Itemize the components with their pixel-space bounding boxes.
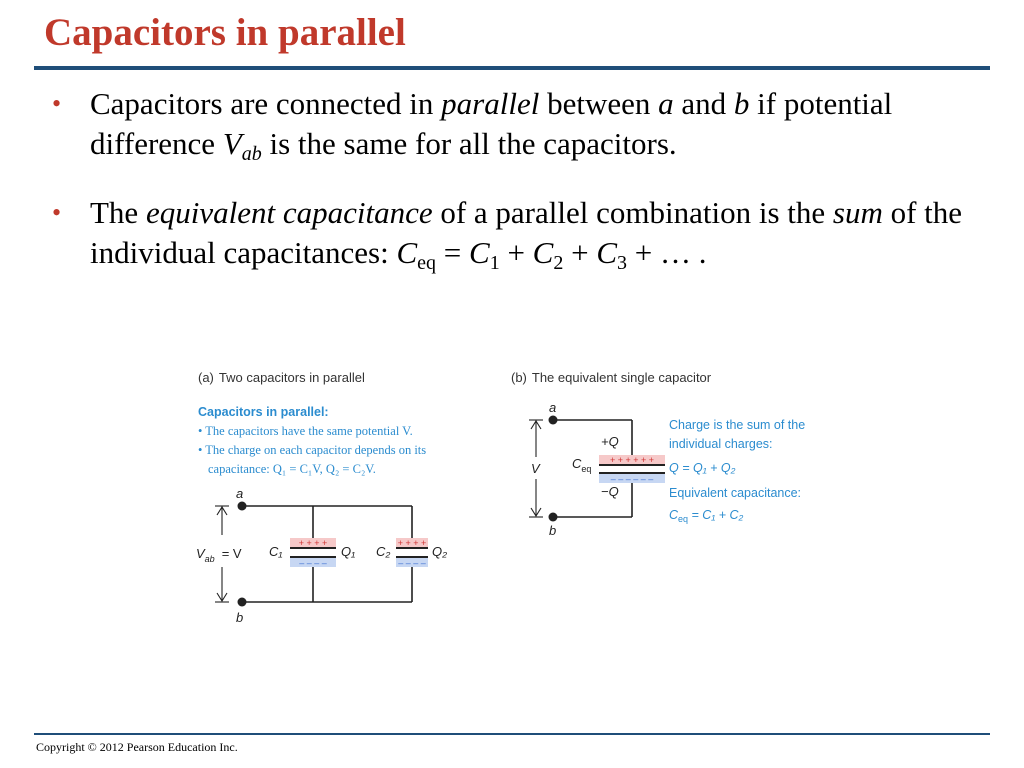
- node-b-terminal: [238, 598, 247, 607]
- eq-v-label: V: [531, 461, 540, 476]
- panel-a-note-line: • The charge on each capacitor depends on its: [198, 443, 427, 457]
- panel-b-note-line: Charge is the sum of the: [669, 418, 806, 432]
- footer-divider: [34, 733, 990, 735]
- minus-q-label: −Q: [601, 484, 619, 499]
- panel-a-title: Two capacitors in parallel: [218, 370, 365, 385]
- c1-plus-marks: + + + +: [298, 538, 328, 548]
- panel-b-note-formula: $C_{eq} = C_1 + C_2$: [669, 508, 744, 524]
- ceq-plus-marks: + + + + + +: [609, 455, 655, 465]
- node-a-label: a: [236, 486, 244, 501]
- bullet-text: The equivalent capacitance of a parallel combination is the sum of the individual capacitances: $C_{eq} = C_1 + C_2 + C_3$ + … .: [90, 195, 963, 274]
- panel-b-label: (b): [511, 370, 527, 385]
- parallel-capacitors-figure: [180, 355, 840, 635]
- eq-node-a-label: a: [549, 400, 557, 415]
- panel-a-note-line: • The capacitors have the same potential V.: [198, 424, 413, 438]
- panel-b-note-line: individual charges:: [669, 437, 773, 451]
- copyright-footer: Copyright © 2012 Pearson Education Inc.: [36, 740, 238, 754]
- plus-q-label: +Q: [601, 434, 619, 449]
- bullet-parallel-definition: [52, 84, 997, 168]
- ceq-minus-marks: – – – – – –: [610, 474, 654, 484]
- bullet-dot-icon: •: [52, 198, 62, 227]
- c2-minus-marks: – – – –: [398, 558, 426, 568]
- panel-a-note-heading: Capacitors in parallel:: [198, 405, 329, 419]
- eq-node-b-label: b: [549, 523, 557, 538]
- q2-label: Q₂: [432, 544, 448, 559]
- panel-b-note-formula: Q = Q₁ + Q₂: [669, 461, 736, 475]
- eq-node-b-terminal: [549, 513, 558, 522]
- panel-b-note-line: Equivalent capacitance:: [669, 486, 802, 500]
- vab-label: $V_{ab} = V$: [196, 546, 242, 564]
- title-divider: [34, 66, 990, 70]
- c1-label: C₁: [269, 544, 283, 559]
- c2-label: C₂: [376, 544, 391, 559]
- panel-b-wires: [553, 420, 632, 517]
- slide-title: Capacitors in parallel: [44, 11, 406, 54]
- svg-text:(b)The equivalent single capac: [511, 370, 712, 385]
- c2-plus-marks: + + + +: [397, 538, 427, 548]
- q1-label: Q₁: [341, 544, 356, 559]
- panel-b-title: The equivalent single capacitor: [531, 370, 712, 385]
- c1-minus-marks: – – – –: [299, 558, 327, 568]
- panel-a-note-line: capacitance: Q₁ = C₁V, Q₂ = C₂V.: [208, 462, 376, 476]
- bullet-text: Capacitors are connected in parallel between a and b if potential difference $V_{ab}$ is the same for all the capacitors.: [90, 86, 893, 165]
- node-a-terminal: [238, 502, 247, 511]
- bullet-equivalent-capacitance: [52, 193, 997, 277]
- svg-text:(a)Two capacitors in parallel: [198, 370, 365, 385]
- bullet-dot-icon: •: [52, 89, 62, 118]
- panel-a-label: (a): [198, 370, 214, 385]
- ceq-label: $C_{eq}$: [572, 456, 592, 474]
- node-b-label: b: [236, 610, 244, 625]
- eq-node-a-terminal: [549, 416, 558, 425]
